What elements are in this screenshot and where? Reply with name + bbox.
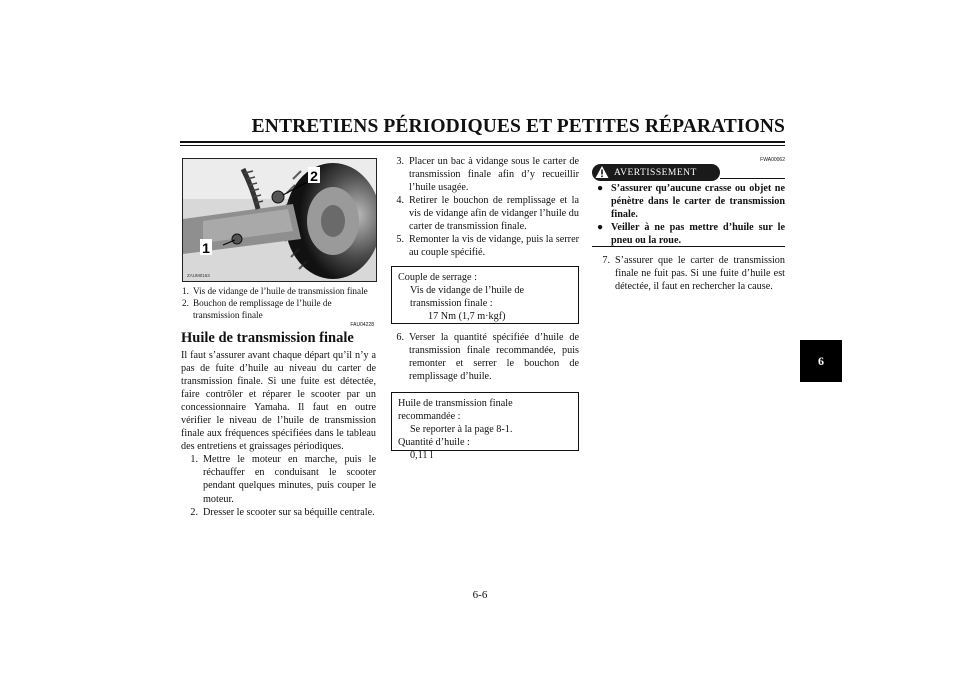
step-1: 1. Mettre le moteur en marche, puis le réchauffer en conduisant le scooter pendant quelques minutes, puis couper le moteur. (190, 454, 376, 505)
step-5: 5. Remonter la vis de vidange, puis la serrer au couple spécifié. (396, 234, 579, 259)
torque-item: Vis de vidange de l’huile de transmission finale : (410, 285, 524, 310)
step-6: 6. Verser la quantité spécifiée d’huile de transmission finale recommandée, puis remonter et serrer le bouchon de remplissage d’huile. (396, 332, 579, 383)
warning-end-rule (592, 246, 785, 247)
warning-triangle-icon (595, 165, 609, 179)
image-code: ZAUM0163 (187, 273, 210, 278)
torque-label: Couple de serrage : (398, 272, 477, 283)
page-header-title: ENTRETIENS PÉRIODIQUES ET PETITES RÉPARATIONS (251, 116, 785, 137)
torque-value: 17 Nm (1,7 m·kgf) (428, 311, 506, 323)
section-title: Huile de transmission finale (181, 330, 354, 346)
header-rule-thin (180, 145, 785, 146)
oil-spec-box (391, 392, 579, 462)
figure-caption-1: 1. Vis de vidange de l’huile de transmission finale (182, 286, 368, 296)
step-4: 4. Retirer le bouchon de remplissage et la vis de vidange afin de vidanger l’huile du carter de transmission finale. (396, 195, 579, 233)
figure-caption-2: 2. Bouchon de remplissage de l’huile de transmission finale (182, 298, 332, 320)
section-intro: Il faut s’assurer avant chaque départ qu’il n’y a pas de fuite d’huile au niveau du carter de transmission finale. Si une fuite est détectée, faire contrôler et réparer le scooter par un concessionnaire Yamaha. Il faut en outre vérifier le niveau de l’huile de transmission finale aux fréquences spécifiées dans le tableau des entretiens et graissages périodiques. (181, 350, 376, 453)
page-number: 6-6 (472, 589, 488, 601)
oil-qty: 0,11 l (410, 450, 433, 462)
warning-item-2: ● Veiller à ne pas mettre d’huile sur le pneu ou la roue. (597, 222, 785, 247)
oil-label: Huile de transmission finale recommandée : (398, 398, 513, 423)
header-rule (180, 141, 785, 143)
step-2: 2. Dresser le scooter sur sa béquille centrale. (190, 506, 375, 518)
oil-ref: Se reporter à la page 8-1. (410, 424, 513, 436)
section-code: FAU04228 (350, 322, 374, 328)
transmission-photo-illustration (183, 159, 376, 281)
step-3: 3. Placer un bac à vidange sous le carter de transmission finale afin d’y recueillir l’huile usagée. (396, 156, 579, 194)
warning-rule (720, 178, 785, 179)
chapter-tab: 6 (800, 340, 842, 382)
oil-qty-label: Quantité d’huile : (398, 437, 470, 449)
warning-item-1: ● S’assurer qu’aucune crasse ou objet ne pénètre dans le carter de transmission finale. (597, 183, 785, 221)
torque-spec-box (391, 266, 579, 324)
warning-code: FWA00062 (760, 157, 785, 163)
warning-badge (592, 164, 720, 181)
callout-1: 1 (202, 240, 210, 256)
figure-photo (182, 158, 377, 282)
warning-label: AVERTISSEMENT (614, 167, 697, 178)
callout-2: 2 (310, 168, 318, 184)
step-7: 7. S’assurer que le carter de transmission finale ne fuit pas. Si une fuite d’huile est détectée, il faut en rechercher la cause. (602, 255, 785, 293)
